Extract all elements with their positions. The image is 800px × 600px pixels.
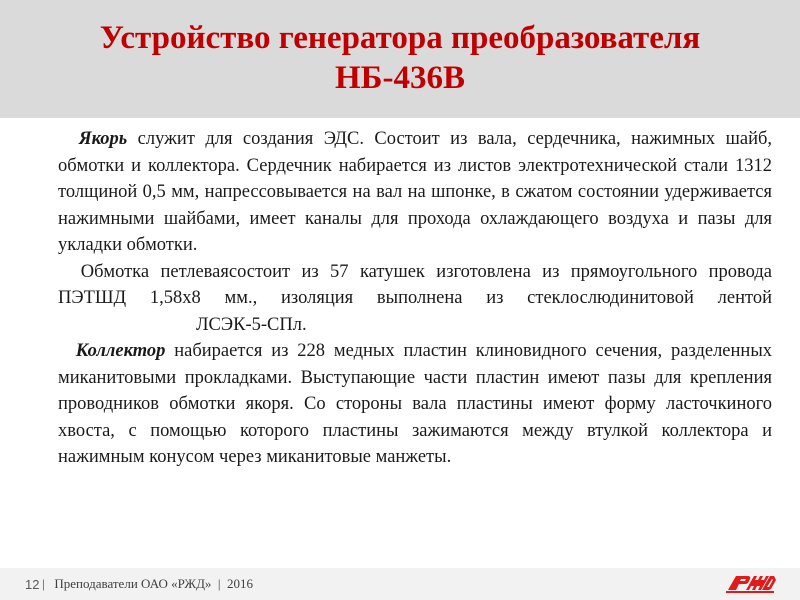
rzd-logo-icon bbox=[724, 570, 778, 596]
slide-title-line-2: НБ-436В bbox=[335, 60, 465, 96]
paragraph-winding bbox=[58, 259, 772, 339]
footer-bar bbox=[0, 568, 800, 600]
term-armature: Якорь bbox=[78, 129, 128, 149]
slide-title bbox=[20, 18, 780, 98]
term-commutator: Коллектор bbox=[75, 341, 166, 361]
page-number: 12 bbox=[25, 577, 40, 592]
paragraph-armature bbox=[58, 126, 772, 259]
paragraph-winding-text: Обмотка петлеваясостоит из 57 катушек изготовлена из прямоугольного провода ПЭТШД 1,58х8 мм., изоляция выполнена из стеклослюдинитовой лентой bbox=[58, 261, 773, 308]
paragraph-commutator bbox=[58, 338, 772, 471]
title-bar bbox=[0, 0, 800, 118]
footer-text: | Преподаватели ОАО «РЖД» | 2016 bbox=[42, 576, 254, 591]
slide-body bbox=[58, 126, 772, 471]
paragraph-winding-tape: ЛСЭК-5-СПл. bbox=[196, 314, 307, 335]
slide-title-line-1: Устройство генератора преобразователя bbox=[99, 20, 701, 56]
paragraph-armature-text: служит для создания ЭДС. Состоит из вала, сердечника, нажимных шайб, обмотки и коллектора. Сердечник набирается из листов электротехнической стали 1312 толщиной 0,5 мм, напрессовывается на вал на шпонке, в сжатом состоянии удерживается нажимными шайбами, имеет каналы для прохода охлаждающего воздуха и пазы для укладки обмотки. bbox=[58, 129, 773, 255]
paragraph-commutator-text: набирается из 228 медных пластин клиновидного сечения, разделенных миканитовыми прокладками. Выступающие части пластин имеют пазы для крепления проводников обмотки якоря. Со стороны вала пластины имеют форму ласточкиного хвоста, с помощью которого пластины зажимаются между втулкой коллектора и нажимным конусом через миканитовые манжеты. bbox=[58, 341, 772, 467]
